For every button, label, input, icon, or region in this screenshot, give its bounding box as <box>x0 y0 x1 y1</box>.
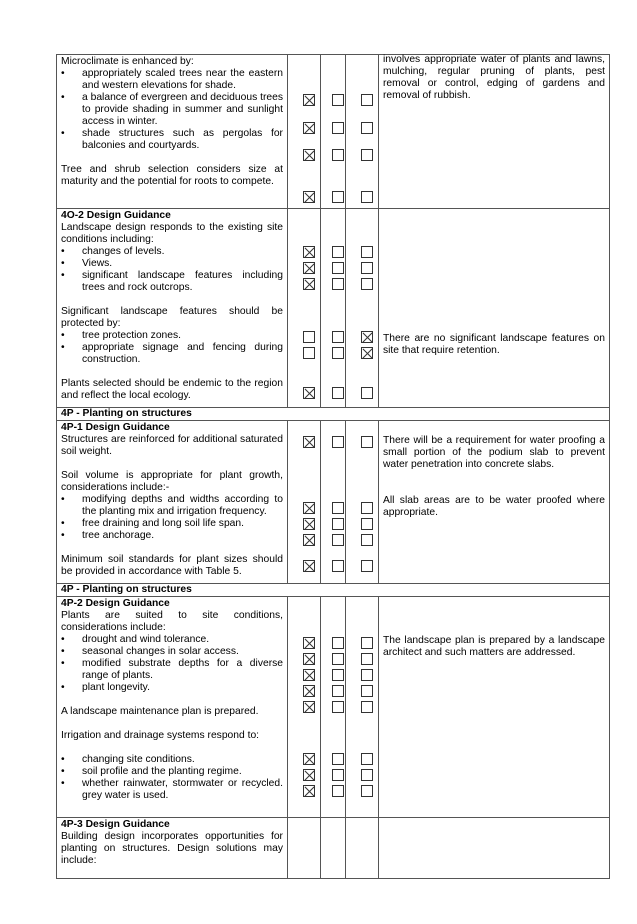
guidance-text-cell <box>57 209 288 408</box>
empty-checkbox[interactable] <box>361 701 373 713</box>
bullet-item: • plant longevity. <box>61 682 283 694</box>
empty-checkbox[interactable] <box>361 753 373 765</box>
empty-checkbox[interactable] <box>361 518 373 530</box>
bullet-item: • appropriately scaled trees near the eastern and western elevations for shade. <box>61 68 283 92</box>
guidance-row <box>57 818 610 879</box>
empty-checkbox[interactable] <box>303 347 315 359</box>
empty-checkbox[interactable] <box>332 518 344 530</box>
empty-checkbox[interactable] <box>361 149 373 161</box>
paragraph: Plants selected should be endemic to the region and reflect the local ecology. <box>61 378 283 401</box>
checked-checkbox[interactable] <box>303 149 315 161</box>
bullet-item: • drought and wind tolerance. <box>61 634 283 646</box>
comment-cell <box>379 597 610 818</box>
bullet-item: • modified substrate depths for a diverse range of plants. <box>61 658 283 682</box>
bullet-item: • seasonal changes in solar access. <box>61 646 283 658</box>
checkbox-col-na <box>346 597 379 818</box>
empty-checkbox[interactable] <box>361 785 373 797</box>
guidance-row <box>57 597 610 818</box>
checked-checkbox[interactable] <box>303 278 315 290</box>
empty-checkbox[interactable] <box>361 94 373 106</box>
paragraph: Soil volume is appropriate for plant growth, considerations include:- <box>61 470 283 493</box>
empty-checkbox[interactable] <box>332 278 344 290</box>
bullet-item: • shade structures such as pergolas for balconies and courtyards. <box>61 128 283 152</box>
empty-checkbox[interactable] <box>361 653 373 665</box>
checkbox-stack <box>292 598 316 816</box>
paragraph: Tree and shrub selection considers size at maturity and the potential for roots to compete. <box>61 164 283 187</box>
empty-checkbox[interactable] <box>332 685 344 697</box>
bullet-list <box>61 330 283 366</box>
guidance-text-cell <box>57 818 288 879</box>
checked-checkbox[interactable] <box>303 785 315 797</box>
checkbox-stack <box>350 210 374 406</box>
checkbox-col-na <box>346 421 379 584</box>
spacer <box>61 742 283 754</box>
checkbox-stack <box>292 210 316 406</box>
guidance-text-cell <box>57 55 288 209</box>
checked-checkbox[interactable] <box>303 653 315 665</box>
comment-text: The landscape plan is prepared by a landscape architect and such matters are addressed. <box>383 635 605 658</box>
empty-checkbox[interactable] <box>332 753 344 765</box>
comment-cell <box>379 421 610 584</box>
empty-checkbox[interactable] <box>361 534 373 546</box>
paragraph: Significant landscape features should be protected by: <box>61 306 283 329</box>
guidance-row <box>57 421 610 584</box>
comment-text: involves appropriate water of plants and lawns, mulching, regular pruning of plants, pest removal or control, edging of gardens and removal of rubbish. <box>383 54 605 101</box>
empty-checkbox[interactable] <box>361 685 373 697</box>
empty-checkbox[interactable] <box>332 785 344 797</box>
checkbox-stack <box>325 56 341 207</box>
checkbox-stack <box>325 819 341 877</box>
spacer <box>61 542 283 554</box>
empty-checkbox[interactable] <box>303 331 315 343</box>
checkbox-col-yes <box>288 421 321 584</box>
checkbox-col-yes <box>288 597 321 818</box>
empty-checkbox[interactable] <box>361 669 373 681</box>
bullet-item: • whether rainwater, stormwater or recycled. grey water is used. <box>61 778 283 802</box>
spacer <box>61 152 283 164</box>
paragraph: Building design incorporates opportunities for planting on structures. Design solutions may include: <box>61 831 283 866</box>
empty-checkbox[interactable] <box>332 122 344 134</box>
comment-text: There are no significant landscape features on site that require retention. <box>383 333 605 356</box>
checkbox-stack <box>350 598 374 816</box>
checkbox-col-no <box>321 55 346 209</box>
checkbox-stack <box>292 422 316 582</box>
comment-wrap <box>383 56 605 207</box>
bullet-item: • changing site conditions. <box>61 754 283 766</box>
section-header: 4P - Planting on structures <box>57 584 610 597</box>
checkbox-col-no <box>321 209 346 408</box>
comment-wrap <box>383 598 605 816</box>
empty-checkbox[interactable] <box>332 436 344 448</box>
checkbox-stack <box>350 422 374 582</box>
bullet-item: • modifying depths and widths according to the planting mix and irrigation frequency. <box>61 494 283 518</box>
guidance-row <box>57 209 610 408</box>
guidance-text-cell <box>57 597 288 818</box>
empty-checkbox[interactable] <box>332 560 344 572</box>
comment-text: All slab areas are to be water proofed where appropriate. <box>383 495 605 518</box>
checkbox-col-yes <box>288 55 321 209</box>
empty-checkbox[interactable] <box>332 191 344 203</box>
checkbox-col-yes <box>288 818 321 879</box>
empty-checkbox[interactable] <box>361 278 373 290</box>
empty-checkbox[interactable] <box>332 331 344 343</box>
empty-checkbox[interactable] <box>332 262 344 274</box>
checked-checkbox[interactable] <box>303 191 315 203</box>
checkbox-col-na <box>346 818 379 879</box>
checkbox-stack <box>350 56 374 207</box>
comment-cell <box>379 818 610 879</box>
paragraph: Microclimate is enhanced by: <box>61 56 194 67</box>
bullet-item: • significant landscape features including trees and rock outcrops. <box>61 270 283 294</box>
checkbox-col-na <box>346 55 379 209</box>
bullet-item: • appropriate signage and fencing during construction. <box>61 342 283 366</box>
empty-checkbox[interactable] <box>361 560 373 572</box>
checked-checkbox[interactable] <box>303 753 315 765</box>
guidance-heading: 4P-1 Design Guidance <box>61 422 170 433</box>
checked-checkbox[interactable] <box>303 518 315 530</box>
paragraph: Structures are reinforced for additional saturated soil weight. <box>61 434 283 457</box>
bullet-list <box>61 634 283 694</box>
checked-checkbox[interactable] <box>303 669 315 681</box>
empty-checkbox[interactable] <box>332 653 344 665</box>
guidance-heading: 4P-3 Design Guidance <box>61 819 170 830</box>
spacer <box>61 694 283 706</box>
empty-checkbox[interactable] <box>332 347 344 359</box>
checked-checkbox[interactable] <box>361 331 373 343</box>
empty-checkbox[interactable] <box>332 149 344 161</box>
bullet-list <box>61 68 283 152</box>
document-page <box>56 54 609 879</box>
checked-checkbox[interactable] <box>303 534 315 546</box>
paragraph: A landscape maintenance plan is prepared. <box>61 706 259 717</box>
comment-wrap <box>383 422 605 582</box>
guidance-heading: 4P-2 Design Guidance <box>61 598 170 609</box>
checked-checkbox[interactable] <box>361 347 373 359</box>
checkbox-col-no <box>321 597 346 818</box>
bullet-list <box>61 494 283 542</box>
checkbox-col-yes <box>288 209 321 408</box>
paragraph: Irrigation and drainage systems respond to: <box>61 730 260 741</box>
comment-cell <box>379 55 610 209</box>
empty-checkbox[interactable] <box>361 769 373 781</box>
empty-checkbox[interactable] <box>332 769 344 781</box>
checked-checkbox[interactable] <box>303 769 315 781</box>
empty-checkbox[interactable] <box>361 436 373 448</box>
section-header: 4P - Planting on structures <box>57 408 610 421</box>
checkbox-stack <box>292 56 316 207</box>
empty-checkbox[interactable] <box>361 122 373 134</box>
empty-checkbox[interactable] <box>361 387 373 399</box>
checked-checkbox[interactable] <box>303 387 315 399</box>
empty-checkbox[interactable] <box>361 637 373 649</box>
guidance-heading: 4O-2 Design Guidance <box>61 210 171 221</box>
checkbox-col-no <box>321 818 346 879</box>
checkbox-stack <box>292 819 316 877</box>
empty-checkbox[interactable] <box>332 701 344 713</box>
spacer <box>61 366 283 378</box>
paragraph: Landscape design responds to the existing site conditions including: <box>61 222 283 245</box>
empty-checkbox[interactable] <box>332 246 344 258</box>
empty-checkbox[interactable] <box>332 387 344 399</box>
comment-wrap <box>383 210 605 406</box>
empty-checkbox[interactable] <box>361 191 373 203</box>
bullet-item: • tree anchorage. <box>61 530 283 542</box>
comment-wrap <box>383 819 605 877</box>
empty-checkbox[interactable] <box>332 669 344 681</box>
checked-checkbox[interactable] <box>303 94 315 106</box>
checked-checkbox[interactable] <box>303 637 315 649</box>
bullet-item: • free draining and long soil life span. <box>61 518 283 530</box>
checked-checkbox[interactable] <box>303 502 315 514</box>
section-header-row <box>57 584 610 597</box>
checkbox-stack <box>350 819 374 877</box>
bullet-item: • soil profile and the planting regime. <box>61 766 283 778</box>
section-header-row <box>57 408 610 421</box>
bullet-item: • Views. <box>61 258 283 270</box>
checkbox-col-no <box>321 421 346 584</box>
comment-text: There will be a requirement for water proofing a small portion of the podium slab to prevent water penetration into concrete slabs. <box>383 435 605 470</box>
spacer <box>61 458 283 470</box>
checked-checkbox[interactable] <box>303 701 315 713</box>
checked-checkbox[interactable] <box>303 262 315 274</box>
checked-checkbox[interactable] <box>303 246 315 258</box>
checked-checkbox[interactable] <box>303 560 315 572</box>
paragraph: Minimum soil standards for plant sizes should be provided in accordance with Table 5. <box>61 554 283 577</box>
checked-checkbox[interactable] <box>303 685 315 697</box>
checked-checkbox[interactable] <box>303 122 315 134</box>
checkbox-stack <box>325 422 341 582</box>
bullet-item: • changes of levels. <box>61 246 283 258</box>
bullet-list <box>61 246 283 294</box>
bullet-list <box>61 754 283 802</box>
empty-checkbox[interactable] <box>361 246 373 258</box>
guidance-row <box>57 55 610 209</box>
guidance-text-cell <box>57 421 288 584</box>
empty-checkbox[interactable] <box>332 637 344 649</box>
paragraph: Plants are suited to site conditions, considerations include: <box>61 610 283 633</box>
empty-checkbox[interactable] <box>332 534 344 546</box>
checkbox-stack <box>325 210 341 406</box>
empty-checkbox[interactable] <box>361 262 373 274</box>
empty-checkbox[interactable] <box>332 502 344 514</box>
compliance-table <box>56 54 610 879</box>
bullet-item: • tree protection zones. <box>61 330 283 342</box>
empty-checkbox[interactable] <box>332 94 344 106</box>
comment-cell <box>379 209 610 408</box>
spacer <box>61 718 283 730</box>
checked-checkbox[interactable] <box>303 436 315 448</box>
checkbox-stack <box>325 598 341 816</box>
empty-checkbox[interactable] <box>361 502 373 514</box>
bullet-item: • a balance of evergreen and deciduous trees to provide shading in summer and sunlight access in winter. <box>61 92 283 128</box>
checkbox-col-na <box>346 209 379 408</box>
spacer <box>61 294 283 306</box>
